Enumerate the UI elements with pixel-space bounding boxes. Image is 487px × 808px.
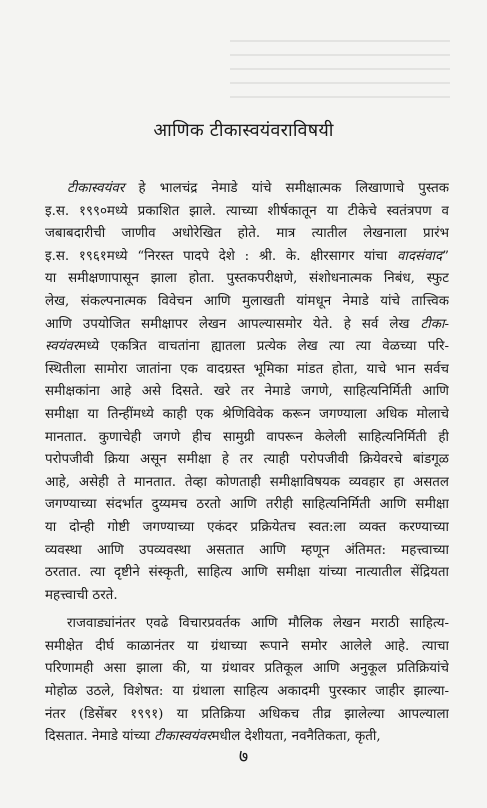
text-run: इ.स. १९६१मध्ये “निरस्त पादपे देशे : श्री. के. क्षीरसागर यांचा bbox=[45, 248, 398, 264]
text-line bbox=[45, 585, 449, 608]
text-line bbox=[45, 223, 449, 246]
text-line bbox=[45, 178, 449, 201]
text-run: नंतर (डिसेंबर १९९१) या प्रतिक्रिया अधिकच तीव्र झालेल्या आपल्याला bbox=[45, 706, 449, 722]
text-run: आहे, असेही ते मानतात. तेव्हा कोणताही समीक्षाविषयक व्यवहार हा असतल bbox=[45, 474, 449, 490]
text-run: व्यवस्था आणि उपव्यवस्था असतात आणि म्हणून अंतिमत: महत्त्वाच्या bbox=[45, 542, 449, 558]
text-line bbox=[45, 562, 449, 585]
text-run: राजवाड्यांनंतर एवढे विचारप्रवर्तक आणि मौलिक लेखन मराठी साहित्य- bbox=[67, 616, 449, 632]
text-run: समीक्षेत दीर्घ काळानंतर या ग्रंथाच्या रूपाने समोर आलेले आहे. त्याचा bbox=[45, 638, 449, 654]
text-run: या समीक्षणापासून झाला होता. पुस्तकपरीक्षणे, संशोधनात्मक निबंध, स्फुट bbox=[45, 271, 449, 287]
text-run: समीक्षा या तिन्हींमध्ये काही एक श्रेणिविवेक करून जगण्याला अधिक मोलाचे bbox=[45, 406, 449, 422]
text-line bbox=[45, 704, 449, 727]
text-line bbox=[45, 494, 449, 517]
text-line bbox=[45, 613, 449, 636]
text-line bbox=[45, 427, 449, 450]
text-run: टीका- bbox=[420, 316, 449, 332]
text-line bbox=[45, 636, 449, 659]
text-run: दिसतात. नेमाडे यांच्या bbox=[45, 729, 155, 745]
text-run: परोपजीवी क्रिया असून समीक्षा हे तर त्याही परोपजीवी क्रियेवरचे बांडगूळ bbox=[45, 452, 449, 468]
text-run: ठरतात. त्या दृष्टीने संस्कृती, साहित्य आणि समीक्षा यांच्या नात्यातील सेंद्रियता bbox=[45, 565, 449, 581]
text-line bbox=[45, 314, 449, 337]
text-line bbox=[45, 201, 449, 224]
text-line bbox=[45, 404, 449, 427]
text-run: लेख, संकल्पनात्मक विवेचन आणि मुलाखती यांमधून नेमाडे यांचे तात्त्विक bbox=[45, 293, 449, 309]
text-line bbox=[45, 336, 449, 359]
text-line bbox=[45, 540, 449, 563]
text-run: हे भालचंद्र नेमाडे यांचे समीक्षात्मक लिखाणाचे पुस्तक bbox=[124, 181, 449, 196]
text-run: महत्त्वाची ठरते. bbox=[45, 587, 118, 603]
text-line bbox=[45, 681, 449, 704]
text-run: जबाबदारीची जाणीव अधोरेखित होते. मात्र त्यातील लेखनाला प्रारंभ bbox=[45, 226, 449, 242]
text-line bbox=[45, 658, 449, 681]
text-run: इ.स. १९९०मध्ये प्रकाशित झाले. त्याच्या शीर्षकातून या टीकेचे स्वतंत्रपण व bbox=[45, 203, 449, 219]
text-line bbox=[45, 472, 449, 495]
page-number: ७ bbox=[238, 746, 249, 767]
text-run: टीकास्वयंवर bbox=[154, 729, 212, 745]
chapter-title: आणिक टीकास्वयंवराविषयी bbox=[153, 120, 334, 141]
text-line bbox=[45, 268, 449, 291]
text-run: आणि उपयोजित समीक्षापर लेखन आपल्यासमोर येते. हे सर्व लेख bbox=[45, 316, 421, 332]
text-line bbox=[45, 359, 449, 382]
text-run: मोहोळ उठले, विशेषत: या ग्रंथाला साहित्य अकादमी पुरस्कार जाहीर झाल्या- bbox=[45, 684, 449, 700]
text-run: टीकास्वयंवर bbox=[67, 181, 125, 196]
text-run: ” bbox=[442, 248, 449, 264]
text-line bbox=[45, 449, 449, 472]
text-run: जगण्याच्या संदर्भात दुय्यमच ठरतो आणि तरीही साहित्यनिर्मिती आणि समीक्षा bbox=[45, 497, 449, 513]
text-line bbox=[45, 381, 449, 404]
text-line bbox=[45, 246, 449, 269]
text-run: स्थितीला सामोरा जातांना एक वादग्रस्त भूमिका मांडत होता, याचे भान सर्वच bbox=[45, 361, 449, 377]
text-run: मानतात. कुणाचेही जगणे हीच सामुग्री वापरून केलेली साहित्यनिर्मिती ही bbox=[45, 429, 449, 445]
text-run: समीक्षकांना आहे असे दिसते. खरे तर नेमाडे जगणे, साहित्यनिर्मिती आणि bbox=[45, 384, 449, 400]
text-run: स्वयंवर bbox=[45, 339, 79, 355]
text-run: या दोन्ही गोष्टी जगण्याच्या एकंदर प्रक्रियेतच स्वत:ला व्यक्त करण्याच्या bbox=[45, 519, 449, 535]
text-line bbox=[45, 291, 449, 314]
text-run: मध्ये एकत्रित वाचतांना ह्यातला प्रत्येक लेख त्या त्या वेळच्या परि- bbox=[78, 339, 449, 355]
text-run: मधील देशीयता, नवनैतिकता, कृती, bbox=[211, 729, 381, 745]
text-run: वादसंवाद bbox=[397, 248, 443, 264]
show-through-text bbox=[230, 40, 450, 100]
text-run: परिणामही असा झाला की, या ग्रंथावर प्रतिकूल आणि अनुकूल प्रतिक्रियांचे bbox=[45, 661, 449, 677]
text-line bbox=[45, 517, 449, 540]
body-text bbox=[45, 178, 449, 749]
